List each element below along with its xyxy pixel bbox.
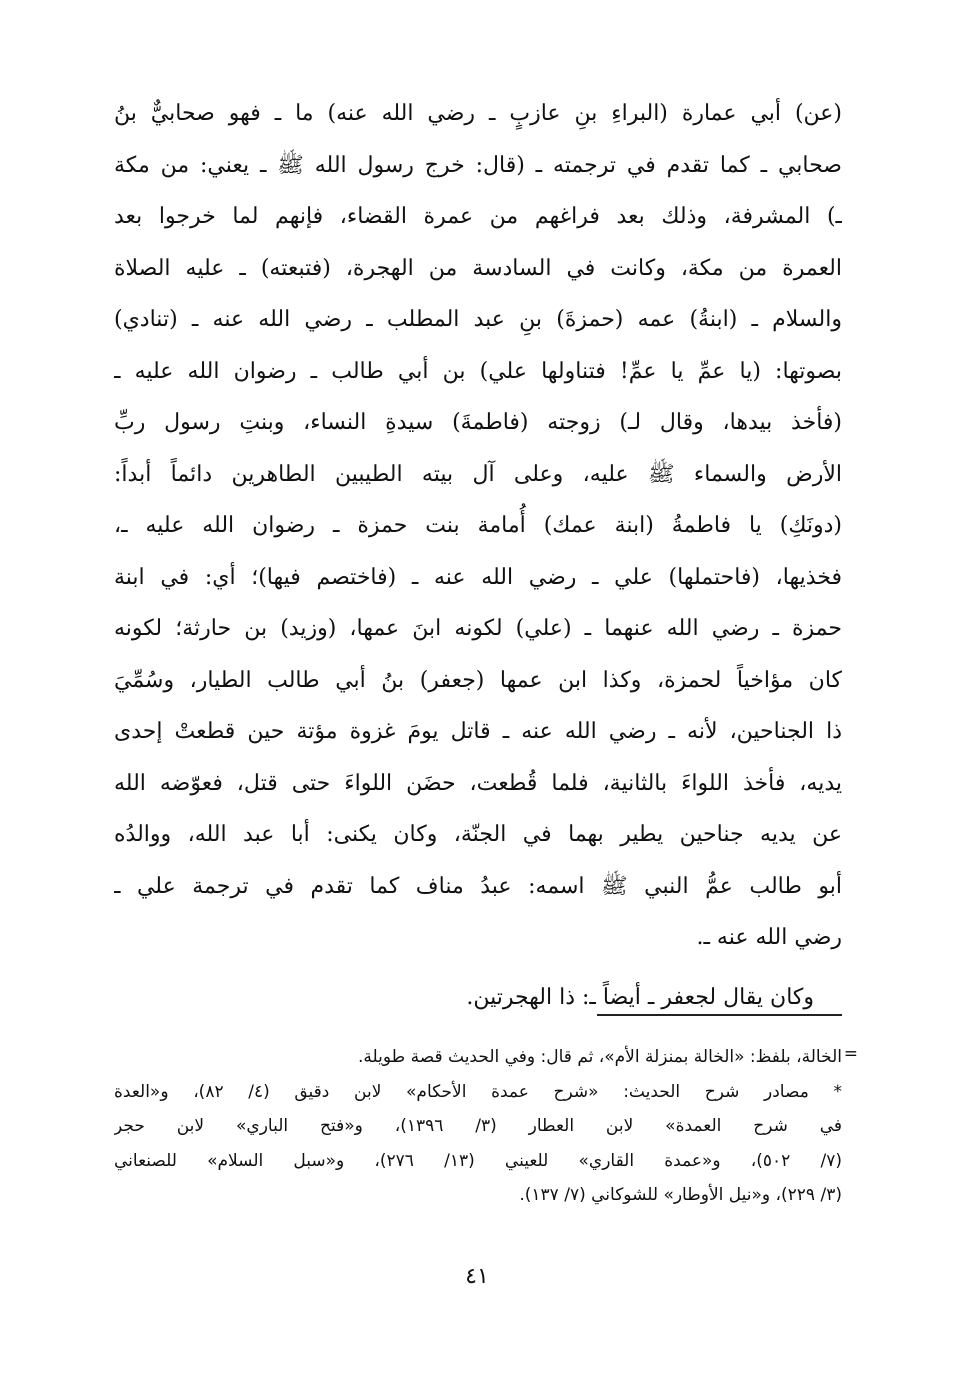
footnote-separator <box>597 1014 842 1016</box>
footnote-line-1: الخالة، بلفظ: «الخالة بمنزلة الأم»، ثم قال: وفي الحديث قصة طويلة. <box>358 1047 842 1067</box>
text-line-4: العمرة من مكة، وكانت في السادسة من الهجرة، (فتبعته) ـ عليه الصلاة <box>114 255 842 281</box>
footnote-line-2: * مصادر شرح الحديث: «شرح عمدة الأحكام» لابن دقيق (٤/ ٨٢)، و«العدة <box>114 1081 842 1102</box>
text-line-15: عن يديه جناحين يطير بهما في الجنّة، وكان يكنى: أبا عبد الله، ووالدُه <box>114 822 842 847</box>
text-line-1: (عن) أبي عمارة (البراءِ بنِ عازبٍ ـ رضي الله عنه) ما ـ فهو صحابيٌّ بنُ <box>114 101 842 126</box>
text-line-3: ـ) المشرفة، وذلك بعد فراغهم من عمرة القضاء، فإنهم لما خرجوا بعد <box>114 204 842 229</box>
main-text-body <box>114 88 842 1023</box>
text-line-5: والسلام ـ (ابنةُ) عمه (حمزةَ) بنِ عبد المطلب ـ رضي الله عنه ـ (تنادي) <box>114 307 842 332</box>
text-line-2: صحابي ـ كما تقدم في ترجمته ـ (قال: خرج رسول الله ﷺ ـ يعني: من مكة <box>114 152 842 178</box>
text-line-8: الأرض والسماء ﷺ عليه، وعلى آل بيته الطيبين الطاهرين دائماً أبداً: <box>114 461 842 487</box>
footnote-line-5: (٣/ ٢٢٩)، و«نيل الأوطار» للشوكاني (٧/ ١٣٧). <box>519 1185 842 1205</box>
footnotes-section <box>114 1040 842 1213</box>
text-line-17: رضي الله عنه ـ. <box>696 925 842 950</box>
footnote-continuation-marker: = <box>843 1044 858 1064</box>
text-line-12: كان مؤاخياً لحمزة، وكذا ابن عمها (جعفر) بنُ أبي طالب الطيار، وسُمِّيَ <box>114 667 842 693</box>
text-line-16: أبو طالب عمُّ النبي ﷺ اسمه: عبدُ مناف كما تقدم في ترجمة علي ـ <box>114 873 842 899</box>
text-line-9: (دونَكِ) يا فاطمةُ (ابنة عمك) أُمامة بنت حمزة ـ رضوان الله عليه ـ، <box>114 513 842 538</box>
footnote-line-4: (٧/ ٥٠٢)، و«عمدة القاري» للعيني (١٣/ ٢٧٦)، و«سبل السلام» للصنعاني <box>114 1150 842 1171</box>
text-line-13: ذا الجناحين، لأنه ـ رضي الله عنه ـ قاتل يومَ غزوة مؤتة حين قطعتْ إحدى <box>114 719 842 744</box>
page-number: ٤١ <box>465 1264 489 1289</box>
text-line-7: (فأخذ بيدها، وقال لـ) زوجته (فاطمةَ) سيدةِ النساء، وبنتِ رسول ربِّ <box>114 410 842 435</box>
text-line-11: حمزة ـ رضي الله عنهما ـ (علي) لكونه ابنَ عمها، (وزيد) بن حارثة؛ لكونه <box>114 616 842 641</box>
text-line-10: فخذيها، (فاحتملها) علي ـ رضي الله عنه ـ (فاختصم فيها)؛ أي: في ابنة <box>114 564 842 590</box>
text-line-6: بصوتها: (يا عمِّ يا عمِّ! فتناولها علي) بن أبي طالب ـ رضوان الله عليه ـ <box>114 358 842 384</box>
footnote-line-3: في شرح العمدة» لابن العطار (٣/ ١٣٩٦)، و«فتح الباري» لابن حجر <box>114 1116 842 1136</box>
text-line-18: وكان يقال لجعفر ـ أيضاً ـ: ذا الهجرتين. <box>466 984 814 1010</box>
text-line-14: يديه، فأخذ اللواءَ بالثانية، فلما قُطعت، حضَن اللواءَ حتى قتل، فعوّضه الله <box>114 770 842 796</box>
